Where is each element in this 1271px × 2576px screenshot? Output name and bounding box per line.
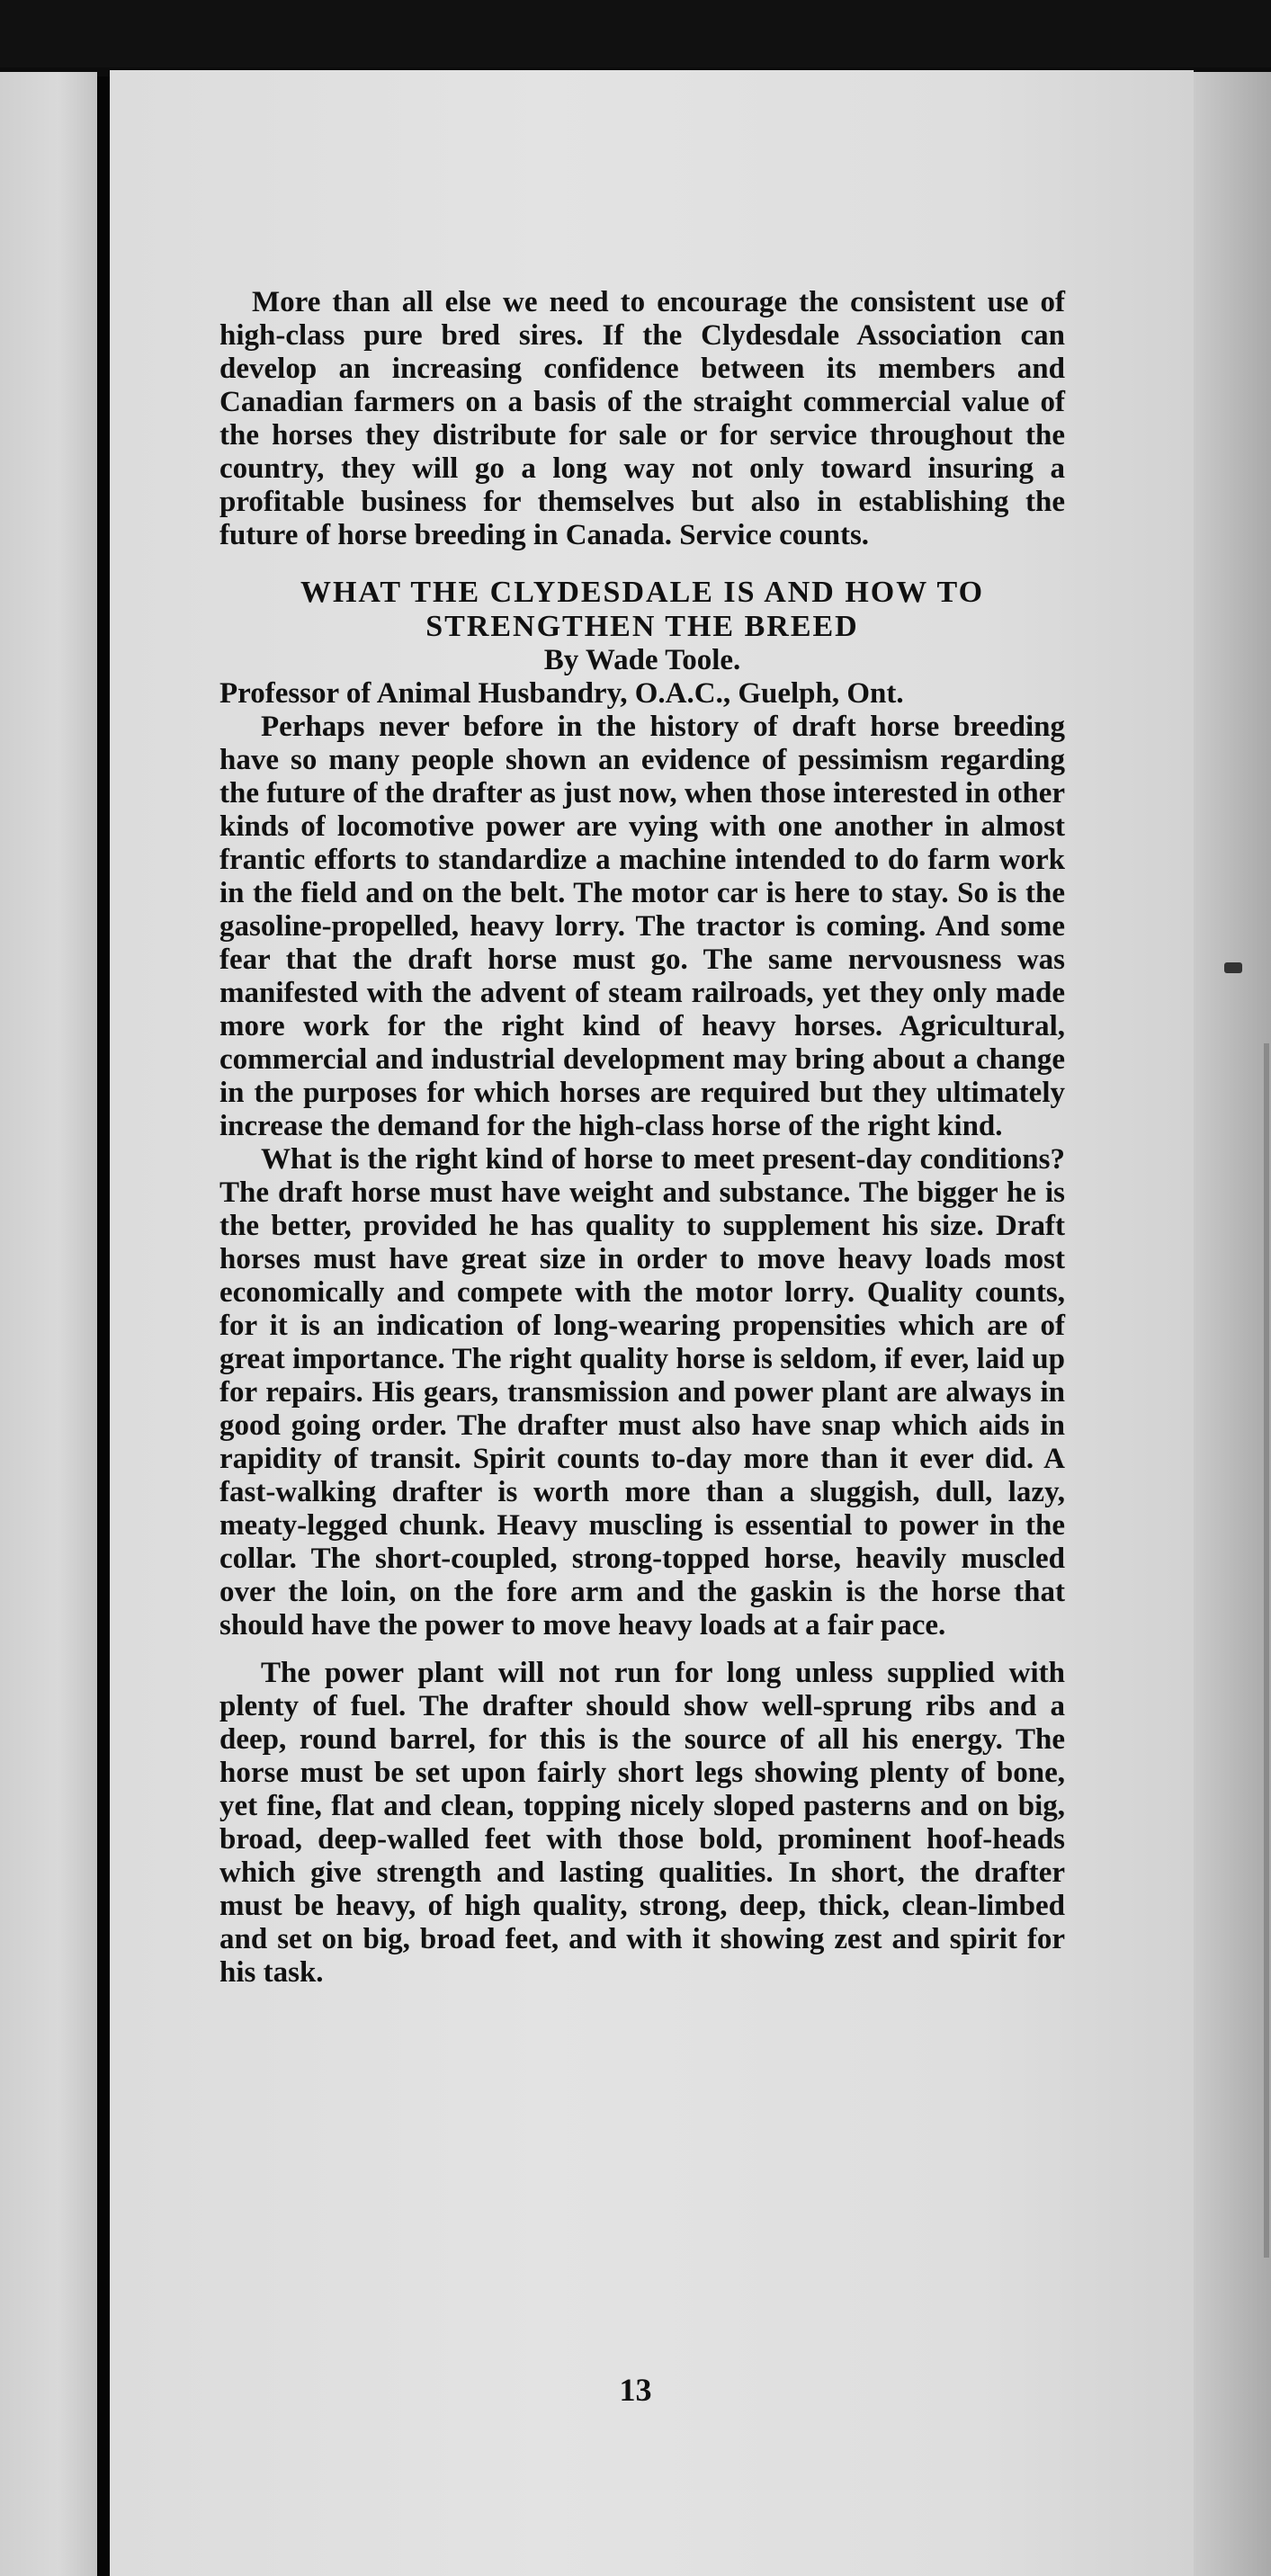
page-gutter bbox=[97, 76, 110, 2576]
page-edge-shadow bbox=[1264, 1043, 1269, 2258]
scan-top-border bbox=[0, 0, 1271, 67]
scan-speck bbox=[1224, 962, 1242, 973]
page-number: 13 bbox=[619, 2372, 652, 2408]
intro-paragraph: More than all else we need to encourage the consistent use of high-class pure bred sires. If the Clydesdale Association can develop an increasing confidence between its members and Canadian farmers on a basis of the straight commercial value of the horses they distribute for sale or for service throughout the country, they will go a long way not only toward insuring a profitable business for themselves but also in establishing the future of horse breeding in Canada. Service counts. bbox=[219, 286, 1065, 551]
facing-page-edge bbox=[0, 72, 97, 2576]
body-paragraph: The power plant will not run for long unless supplied with plenty of fuel. The drafter should show well-sprung ribs and a deep, round barrel, for this is the source of all his energy. The horse must be set upon fairly short legs showing plenty of bone, yet fine, flat and clean, topping nicely sloped pasterns and on big, broad, deep-walled feet with those bold, prominent hoof-heads which give strength and lasting qualities. In short, the drafter must be heavy, of high quality, strong, deep, thick, clean-limbed and set on big, broad feet, and with it showing zest and spirit for his task. bbox=[219, 1657, 1065, 1989]
author-affiliation: Professor of Animal Husbandry, O.A.C., Guelph, Ont. bbox=[219, 677, 904, 710]
article-body bbox=[219, 286, 1065, 1990]
body-paragraph: Perhaps never before in the history of draft horse breeding have so many people shown an evidence of pessimism regarding the future of the drafter as just now, when those interested in other kinds of locomotive power are vying with one another in almost frantic efforts to standardize a machine intended to do farm work in the field and on the belt. The motor car is here to stay. So is the gasoline-propelled, heavy lorry. The tractor is coming. And some fear that the draft horse must go. The same nervousness was manifested with the advent of steam railroads, yet they only made more work for the right kind of heavy horses. Agricultural, commercial and industrial development may bring about a change in the purposes for which horses are required but they ultimately increase the demand for the high-class horse of the right kind. bbox=[219, 711, 1065, 1142]
article-byline: By Wade Toole. bbox=[543, 644, 741, 676]
page-right-edge bbox=[1194, 72, 1271, 2576]
body-paragraph: What is the right kind of horse to meet present-day conditions? The draft horse must have weight and substance. The bigger he is the better, provided he has quality to supplement his size. Draft horses must have great size in order to move heavy loads most economically and compete with the motor lorry. Quality counts, for it is an indication of long-wearing propensities which are of great importance. The right quality horse is seldom, if ever, laid up for repairs. His gears, transmission and power plant are always in good going order. The drafter must also have snap which aids in rapidity of transit. Spirit counts to-day more than it ever did. A fast-walking drafter is worth more than a sluggish, dull, lazy, meaty-legged chunk. Heavy muscling is essential to power in the collar. The short-coupled, strong-topped horse, heavily muscled over the loin, on the fore arm and the gaskin is the horse that should have the power to move heavy loads at a fair pace. bbox=[219, 1143, 1065, 1641]
article-title: WHAT THE CLYDESDALE IS AND HOW TO STRENGTHEN THE BREED bbox=[300, 576, 985, 643]
